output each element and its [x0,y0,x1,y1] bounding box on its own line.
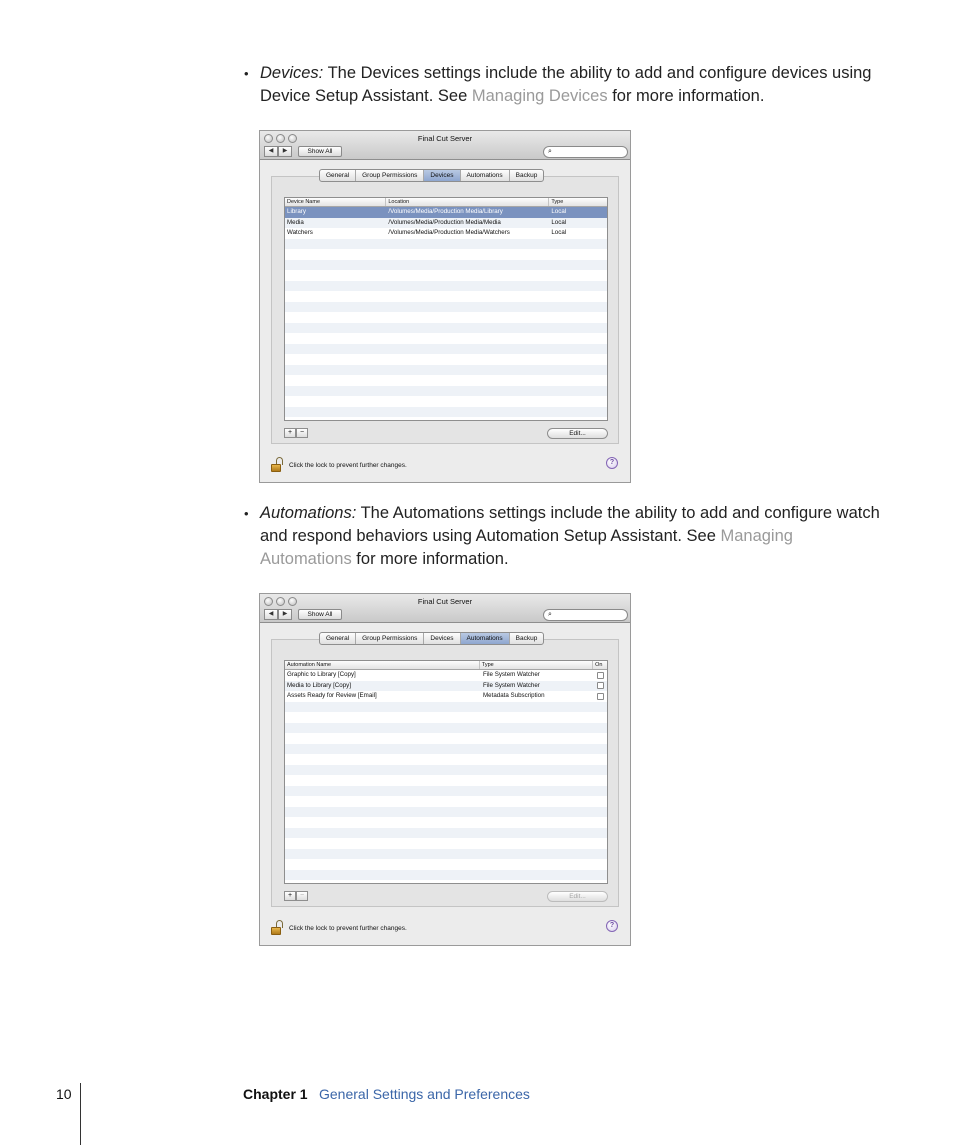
empty-row [285,775,607,786]
cell-type: Local [551,229,567,236]
devices-text: The Devices settings include the ability to add and configure devices using Device Setup Assistant. See [260,64,872,105]
enabled-checkbox[interactable] [597,672,604,679]
tab-backup[interactable]: Backup [515,635,538,642]
cell-automation-name: Media to Library [Copy] [287,681,351,689]
empty-row [285,859,607,870]
empty-row [285,386,607,397]
search-input[interactable] [543,609,628,621]
empty-row [285,365,607,376]
empty-row [285,744,607,755]
add-remove-buttons [284,428,308,438]
automations-table[interactable] [284,660,608,884]
empty-row [285,807,607,818]
add-button[interactable]: + [284,428,296,438]
empty-row [285,754,607,765]
bullet: • [244,506,249,521]
search-icon: ⌕ [548,148,552,155]
empty-row [285,396,607,407]
empty-row [285,249,607,260]
cell-location: /Volumes/Media/Production Media/Library [388,208,503,215]
table-row[interactable] [285,228,607,239]
column-device-name[interactable]: Device Name [285,198,386,206]
lock-row [271,920,407,936]
help-icon[interactable]: ? [606,457,618,469]
table-body [285,670,607,880]
empty-row [285,786,607,797]
cell-type: Local [551,208,567,215]
lock-icon[interactable] [271,920,283,936]
cell-type: File System Watcher [483,681,540,689]
tab-group-permissions[interactable]: Group Permissions [356,170,424,181]
tab-devices[interactable]: Devices [424,170,460,181]
tab-devices[interactable]: Devices [424,633,460,644]
empty-row [285,281,607,292]
tab-group-permissions[interactable]: Group Permissions [356,633,424,644]
footer-divider [80,1083,81,1145]
automations-tail: for more information. [351,550,509,568]
table-row[interactable] [285,691,607,702]
column-automation-name[interactable]: Automation Name [285,661,480,669]
column-on[interactable]: On [595,662,603,668]
empty-row [285,723,607,734]
title-bar [260,594,630,623]
cell-device-name: Watchers [287,229,313,236]
nav-buttons [264,146,292,157]
table-row[interactable] [285,681,607,692]
settings-panel [271,172,619,444]
empty-row [285,796,607,807]
empty-row [285,702,607,713]
empty-row [285,291,607,302]
column-type[interactable]: Type [480,661,593,669]
empty-row [285,354,607,365]
automations-window [259,593,631,946]
edit-button[interactable]: Edit... [547,891,608,902]
forward-arrow-icon[interactable]: ▶ [278,146,292,157]
back-arrow-icon[interactable]: ◀ [264,609,278,620]
tab-bar [319,632,544,645]
cell-automation-name: Assets Ready for Review [Email] [287,692,377,699]
cell-type: Metadata Subscription [483,692,545,699]
cell-device-name: Library [287,208,306,215]
lock-text: Click the lock to prevent further changes. [289,924,407,932]
empty-row [285,323,607,334]
empty-row [285,733,607,744]
cell-automation-name: Graphic to Library [Copy] [287,671,356,678]
table-row[interactable] [285,670,607,681]
empty-row [285,849,607,860]
empty-row [285,817,607,828]
add-remove-buttons [284,891,308,901]
lock-text: Click the lock to prevent further changes. [289,461,407,469]
nav-buttons [264,609,292,620]
empty-row [285,870,607,881]
tab-backup[interactable]: Backup [515,172,538,179]
show-all-button[interactable]: Show All [298,609,342,620]
tab-automations[interactable]: Automations [461,633,510,644]
empty-row [285,302,607,313]
column-type[interactable]: Type [551,199,564,205]
tab-general[interactable]: General [320,170,356,181]
cell-location: /Volumes/Media/Production Media/Watchers [388,229,510,236]
automations-text: The Automations settings include the ability to add and configure watch and respond behaviors using Automation Setup Assistant. See [260,504,880,545]
managing-automations-link[interactable]: Managing Automations [260,527,793,568]
window-title: Final Cut Server [417,134,473,143]
chapter-title-link[interactable]: General Settings and Preferences [319,1086,530,1102]
chapter-label: Chapter 1 [243,1086,308,1102]
bullet: • [244,66,249,81]
empty-row [285,239,607,250]
column-location[interactable]: Location [386,198,549,206]
remove-button[interactable]: − [296,428,308,438]
window-title: Final Cut Server [417,597,473,606]
empty-row [285,712,607,723]
empty-row [285,765,607,776]
cell-type: Local [551,218,567,226]
remove-button[interactable]: − [296,891,308,901]
table-row[interactable] [285,207,607,218]
empty-row [285,270,607,281]
cell-device-name: Media [287,218,304,226]
devices-lead: Devices: [260,64,324,82]
empty-row [285,344,607,355]
empty-row [285,333,607,344]
devices-tail: for more information. [607,87,765,105]
add-button[interactable]: + [284,891,296,901]
table-header [285,198,607,207]
empty-row [285,407,607,418]
automations-lead: Automations: [260,504,357,522]
table-body [285,207,607,417]
empty-row [285,375,607,386]
title-bar [260,131,630,160]
settings-panel [271,635,619,907]
cell-type: File System Watcher [483,671,540,678]
page-number: 10 [56,1086,72,1102]
tab-bar [319,169,544,182]
enabled-checkbox[interactable] [597,682,604,689]
devices-paragraph [244,62,884,108]
forward-arrow-icon[interactable]: ▶ [278,609,292,620]
search-icon: ⌕ [548,611,552,618]
tab-automations[interactable]: Automations [461,170,510,181]
empty-row [285,838,607,849]
search-input[interactable] [543,146,628,158]
empty-row [285,828,607,839]
lock-icon[interactable] [271,457,283,473]
managing-devices-link[interactable]: Managing Devices [471,87,608,105]
automations-paragraph [244,502,884,571]
enabled-checkbox[interactable] [597,693,604,700]
table-row[interactable] [285,218,607,229]
back-arrow-icon[interactable]: ◀ [264,146,278,157]
table-header [285,661,607,670]
cell-location: /Volumes/Media/Production Media/Media [388,218,501,226]
devices-table[interactable] [284,197,608,421]
show-all-button[interactable]: Show All [298,146,342,157]
tab-general[interactable]: General [320,633,356,644]
lock-row [271,457,407,473]
empty-row [285,312,607,323]
empty-row [285,260,607,271]
edit-button[interactable]: Edit... [547,428,608,439]
help-icon[interactable]: ? [606,920,618,932]
devices-window [259,130,631,483]
